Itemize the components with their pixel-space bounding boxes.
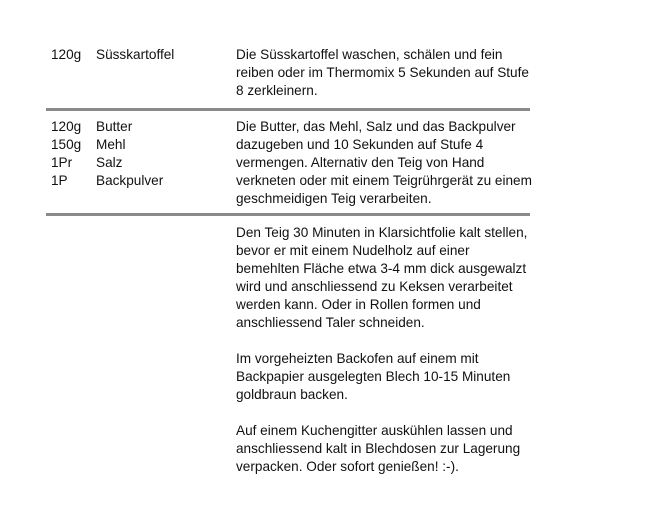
- section-divider: [46, 213, 530, 216]
- ingredient-name: Süsskartoffel: [96, 47, 175, 62]
- ingredient-row: [51, 172, 226, 190]
- ingredient-row: [51, 46, 226, 64]
- ingredient-quantity: 1P: [51, 173, 68, 188]
- ingredient-list: [51, 118, 226, 190]
- ingredient-quantity: 120g: [51, 47, 82, 62]
- ingredient-quantity: 150g: [51, 137, 82, 152]
- ingredient-row: [51, 136, 226, 154]
- instruction-paragraph: Auf einem Kuchengitter auskühlen lassen und anschliessend kalt in Blechdosen zur Lagerung verpacken. Oder sofort genießen! :-).: [236, 423, 521, 474]
- ingredient-row: [51, 118, 226, 136]
- instruction-paragraph: Die Butter, das Mehl, Salz und das Backpulver dazugeben und 10 Sekunden auf Stufe 4 vermengen. Alternativ den Teig von Hand verkneten oder mit einem Teigrührgerät zu einem geschmeidigen Teig verarbeiten.: [236, 119, 532, 206]
- ingredient-quantity: 120g: [51, 119, 82, 134]
- section-divider: [46, 108, 530, 111]
- instruction-text: [236, 118, 536, 208]
- ingredient-name: Butter: [96, 119, 133, 134]
- ingredient-row: [51, 154, 226, 172]
- ingredient-quantity: 1Pr: [51, 155, 73, 170]
- instruction-paragraph: Im vorgeheizten Backofen auf einem mit Backpapier ausgelegten Blech 10-15 Minuten goldbraun backen.: [236, 351, 511, 402]
- instruction-text: [236, 46, 536, 100]
- ingredient-list: [51, 46, 226, 64]
- ingredient-name: Salz: [96, 155, 123, 170]
- instruction-paragraph: Die Süsskartoffel waschen, schälen und fein reiben oder im Thermomix 5 Sekunden auf Stufe 8 zerkleinern.: [236, 47, 529, 98]
- instruction-paragraph: Den Teig 30 Minuten in Klarsichtfolie kalt stellen, bevor er mit einem Nudelholz auf einer bemehlten Fläche etwa 3-4 mm dick ausgewalzt wird und anschliessend zu Keksen verarbeitet werden kann. Oder in Rollen formen und anschliessend Taler schneiden.: [236, 225, 528, 330]
- ingredient-name: Mehl: [96, 137, 126, 152]
- instruction-text: [236, 224, 536, 476]
- ingredient-name: Backpulver: [96, 173, 164, 188]
